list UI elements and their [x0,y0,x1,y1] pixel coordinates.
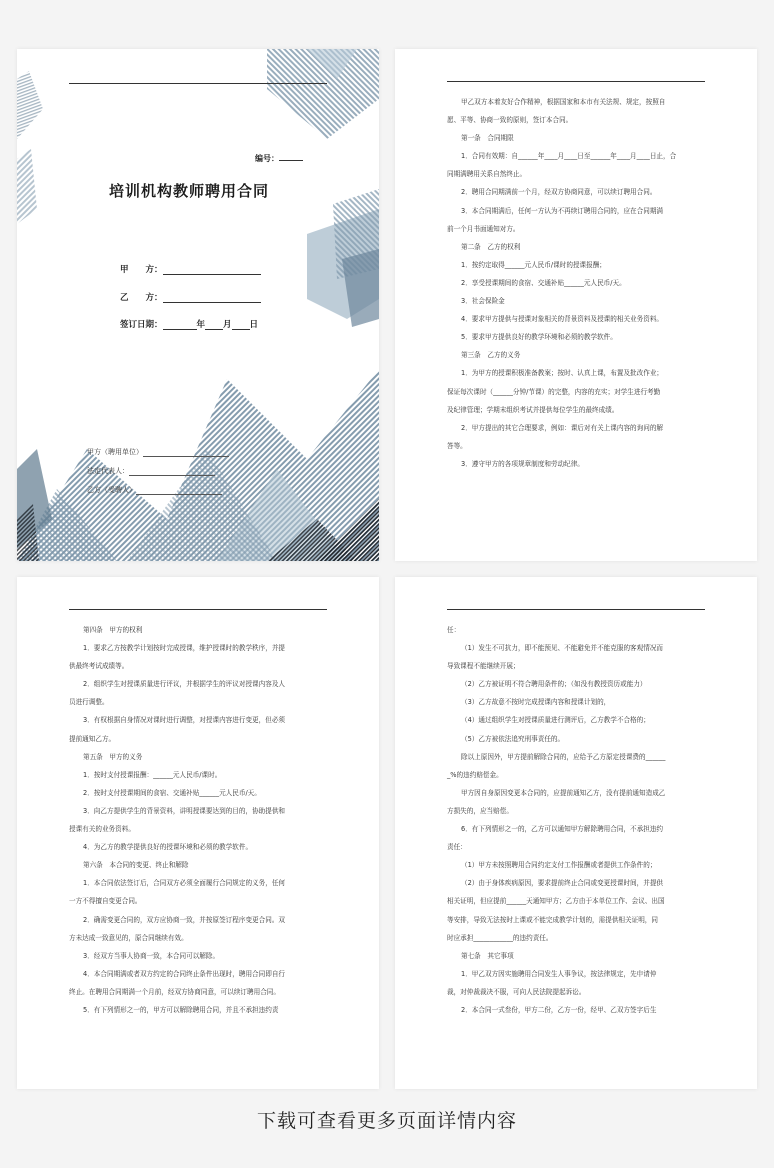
text-line: （4）通过组织学生对授课质量进行测评后，乙方教学不合格的； [461,716,650,725]
text-line: 第四条 甲方的权利 [83,626,143,634]
text-line: 第一条 合同期限 [461,134,514,143]
page-2-body [447,93,705,473]
text-line: 3．本合同期满后，任何一方认为不再续订聘用合同的，应在合同期满 [461,206,664,215]
text-line: 授课有关的业务资料。 [69,825,135,834]
text-line: 提前通知乙方。 [69,734,116,743]
text-line: 员进行调整。 [69,698,109,707]
text-line: （1）发生不可抗力，即不能预见、不能避免并不能克服的客观情况而 [461,644,664,653]
text-line: 除以上原因外，甲方提前解除合同的，应给予乙方原定授课费的______ [461,752,666,761]
text-line: 终止。在聘用合同期满一个月前，经双方协商同意，可以续订聘用合同。 [69,987,280,996]
text-line: 4．为乙方的教学提供良好的授课环境和必须的教学软件。 [83,843,253,852]
text-line: 第二条 乙方的权利 [461,242,521,251]
text-line: 时应承担____________的违约责任。 [447,933,553,942]
cover-top-rule [69,83,327,84]
text-line: 相关证明，但应提前______天通知甲方；乙方由于本单位工作、会议、出国 [447,897,665,906]
text-line: 1．按约定取得______元人民币/课时的授课报酬； [461,260,606,269]
text-line: 3．向乙方提供学生的背景资料，讲明授课要达到的目的，协助提供和 [83,806,286,815]
cover-page [17,49,379,561]
text-line: 1．本合同依法签订后，合同双方必须全面履行合同规定的义务，任何 [83,879,286,888]
party-b-field: 乙 方： [120,291,261,303]
page-top-rule [447,81,705,82]
contract-page-2 [395,49,757,561]
text-line: 答等。 [447,441,467,450]
text-line: 2．甲方提出的其它合理要求，例如：课后对有关上课内容的询问的解 [461,423,664,432]
text-line: 任： [447,626,461,634]
text-line: 1．为甲方的授课积极准备教案；按时、认真上课，布置及批改作业； [461,369,664,378]
text-line: 方损失的，应当赔偿。 [447,806,513,815]
text-line: 愿、平等、协商一致的原则，签订本合同。 [447,116,573,125]
text-line: 前一个月书面通知对方。 [447,224,520,233]
party-a-field: 甲 方： [120,263,261,275]
contract-number: 编号： [255,153,303,164]
text-line: 同期满聘用关系自然终止。 [447,170,527,179]
text-line: 2．聘用合同期满前一个月，经双方协商同意，可以续订聘用合同。 [461,188,657,197]
text-line: 第五条 甲方的义务 [83,752,143,761]
text-line: 第七条 其它事项 [461,951,514,960]
contract-page-4 [395,577,757,1089]
text-line: 2．本合同一式叁份，甲方二份，乙方一份，经甲、乙双方签字后生 [461,1005,657,1014]
text-line: 甲乙双方本着友好合作精神，根据国家和本市有关法规、规定，按照自 [461,98,666,106]
text-line: 1．合同有效期：自______年____月____日至______年____月____日止，合 [461,152,677,161]
text-line: 3．有权根据自身情况对课时进行调整，对授课内容进行变更，但必须 [83,716,286,725]
page-top-rule [447,609,705,610]
text-line: 等安排，导致无法按时上课或不能完成教学计划的，需提供相关证明，同 [447,915,658,924]
text-line: 3．经双方当事人协商一致，本合同可以解除。 [83,951,220,960]
download-more-caption[interactable]: 下载可查看更多页面详情内容 [256,1110,517,1132]
text-line: （2）乙方被证明不符合聘用条件的；（如没有教授资历或能力） [461,680,647,689]
text-line: 4．本合同期满或者双方约定的合同终止条件出现时，聘用合同即自行 [83,969,286,978]
text-line: 2．确需变更合同的，双方应协商一致，并按原签订程序变更合同。双 [83,915,286,924]
text-line: 3．社会保险金 [461,297,505,306]
text-line: 3．遵守甲方的各项规章制度和劳动纪律。 [461,459,584,468]
legal-rep-field: 法定代表人： [87,466,215,476]
text-line: 2．组织学生对授课质量进行评议，并根据学生的评议对授课内容及人 [83,680,286,689]
page-top-rule [69,609,327,610]
text-line: _%的违约赔偿金。 [447,770,503,779]
text-line: 裁，对仲裁裁决不服，可向人民法院提起诉讼。 [447,987,586,996]
contract-title: 培训机构教师聘用合同 [109,182,270,200]
text-line: （3）乙方故意不按时完成授课内容和授课计划的， [461,698,611,707]
text-line: 供最终考试成绩等。 [69,662,129,671]
text-line: （2）由于身体疾病原因，要求提前终止合同或变更授课时间，并提供 [461,879,664,888]
text-line: 及纪律管理；学期末组织考试并提供每位学生的最终成绩。 [447,405,619,414]
employee-field: 乙方（受聘人） [87,485,222,495]
text-line: 导致课程不能继续开展； [447,662,520,671]
text-line: 方未达成一致意见的，原合同继续有效。 [69,933,188,942]
text-line: 一方不得擅自变更合同。 [69,897,142,906]
text-line: 6．有下列情形之一的，乙方可以通知甲方解除聘用合同，不承担违约 [461,825,664,834]
text-line: 2．按时支付授课期间的食宿、交通补贴______元人民币/天。 [83,788,261,797]
text-line: 保证每次课时（______分钟/节课）的完整，内容的充实；对学生进行考勤 [447,387,661,396]
text-line: 4．要求甲方提供与授课对象相关的背景资料及授课的相关业务资料。 [461,315,664,324]
page-4-body [447,621,705,1019]
text-line: 5．要求甲方提供良好的教学环境和必须的教学软件。 [461,333,617,342]
text-line: 5．有下列情形之一的，甲方可以解除聘用合同，并且不承担违约责 [83,1005,279,1014]
text-line: （1）甲方未按照聘用合同约定支付工作报酬或者提供工作条件的； [461,861,657,870]
page-3-body [69,621,327,1019]
text-line: 甲方因自身原因变更本合同的，应提前通知乙方，没有提前通知造成乙 [461,788,666,797]
sign-date-field: 签订日期： 年 月 日 [120,320,259,330]
text-line: 1．要求乙方按教学计划按时完成授课，维护授课时的教学秩序，并提 [83,644,286,653]
text-line: 1．按时支付授课报酬：______元人民币/课时。 [83,770,222,779]
text-line: 第三条 乙方的义务 [461,351,521,360]
text-line: 第六条 本合同的变更、终止和解除 [83,861,189,870]
employer-field: 甲方（聘用单位） [87,447,229,457]
contract-page-3 [17,577,379,1089]
text-line: 1．甲乙双方因实施聘用合同发生人事争议，按法律规定，先申请仲 [461,969,657,978]
text-line: 责任： [447,843,467,852]
text-line: （5）乙方被依法追究刑事责任的。 [461,734,565,743]
text-line: 2．享受授课期间的食宿、交通补贴______元人民币/天。 [461,278,626,287]
